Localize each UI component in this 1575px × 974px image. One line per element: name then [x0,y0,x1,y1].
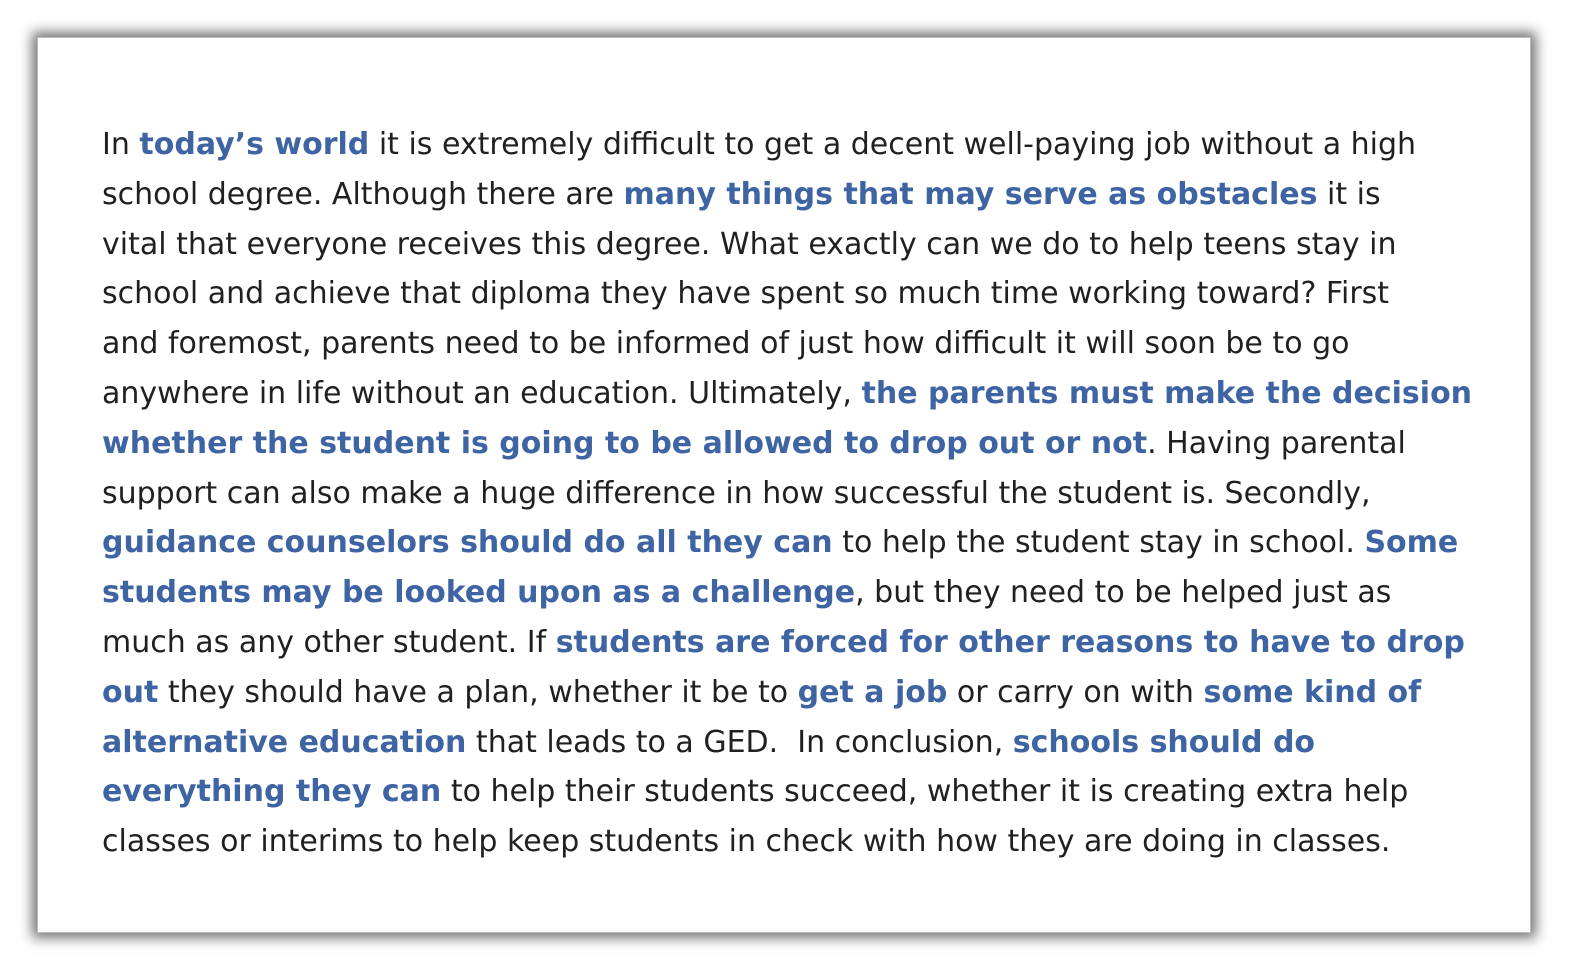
highlighted-phrase: schools should do [1012,724,1316,760]
highlighted-phrase: get a job [797,674,948,710]
paragraph-line [102,618,1472,668]
paragraph-line [102,568,1472,618]
highlighted-phrase: everything they can [102,774,442,810]
paragraph-line [102,718,1472,768]
text-segment: to help their students succeed, whether it is creating extra help [441,774,1409,810]
highlighted-phrase: out [102,674,159,710]
text-segment: and foremost, parents need to be informed of just how difficult it will soon be to go [102,326,1350,362]
paragraph-line [102,269,1472,319]
highlighted-phrase: alternative education [102,724,467,760]
paragraph-line [102,319,1472,369]
highlighted-phrase: the parents must make the decision [861,375,1473,411]
text-segment: In [102,127,140,162]
paragraph-line [102,767,1472,817]
paragraph-line [102,369,1472,419]
highlighted-phrase: many things that may serve as obstacles [623,176,1318,212]
paragraph-line [102,170,1472,220]
paragraph-line [102,120,1472,170]
paragraph-line [102,817,1472,867]
text-segment: support can also make a huge difference in how successful the student is. Secondly, [102,475,1371,511]
text-segment: it is [1317,176,1381,212]
highlighted-phrase: students are forced for other reasons to have to drop [555,624,1465,660]
highlighted-phrase: whether the student is going to be allowed to drop out or not [102,425,1148,461]
highlighted-phrase: some kind of [1203,674,1422,710]
text-segment: they should have a plan, whether it be to [158,674,798,710]
text-segment: anywhere in life without an education. Ultimately, [102,375,862,411]
text-segment: or carry on with [947,674,1204,710]
text-segment: . Having parental [1147,425,1406,461]
text-segment: much as any other student. If [102,624,556,660]
paragraph-line [102,668,1472,718]
text-segment: school and achieve that diploma they have spent so much time working toward? First [102,276,1390,312]
highlighted-phrase: today’s world [139,127,370,162]
essay-card [37,37,1531,933]
essay-paragraph [102,120,1472,867]
text-segment: vital that everyone receives this degree. What exactly can we do to help teens stay in [102,226,1397,262]
text-segment: to help the student stay in school. [832,525,1365,561]
text-segment: school degree. Although there are [102,176,624,212]
paragraph-line [102,419,1472,469]
text-segment: classes or interims to help keep students in check with how they are doing in classes. [102,824,1391,860]
paragraph-line [102,518,1472,568]
text-segment: , but they need to be helped just as [855,575,1392,611]
text-segment: it is extremely difficult to get a decent well-paying job without a high [369,127,1417,162]
highlighted-phrase: Some [1364,525,1459,561]
highlighted-phrase: students may be looked upon as a challenge [102,575,856,611]
paragraph-line [102,220,1472,270]
highlighted-phrase: guidance counselors should do all they can [102,525,833,561]
text-segment: that leads to a GED. In conclusion, [466,724,1013,760]
paragraph-line [102,469,1472,519]
